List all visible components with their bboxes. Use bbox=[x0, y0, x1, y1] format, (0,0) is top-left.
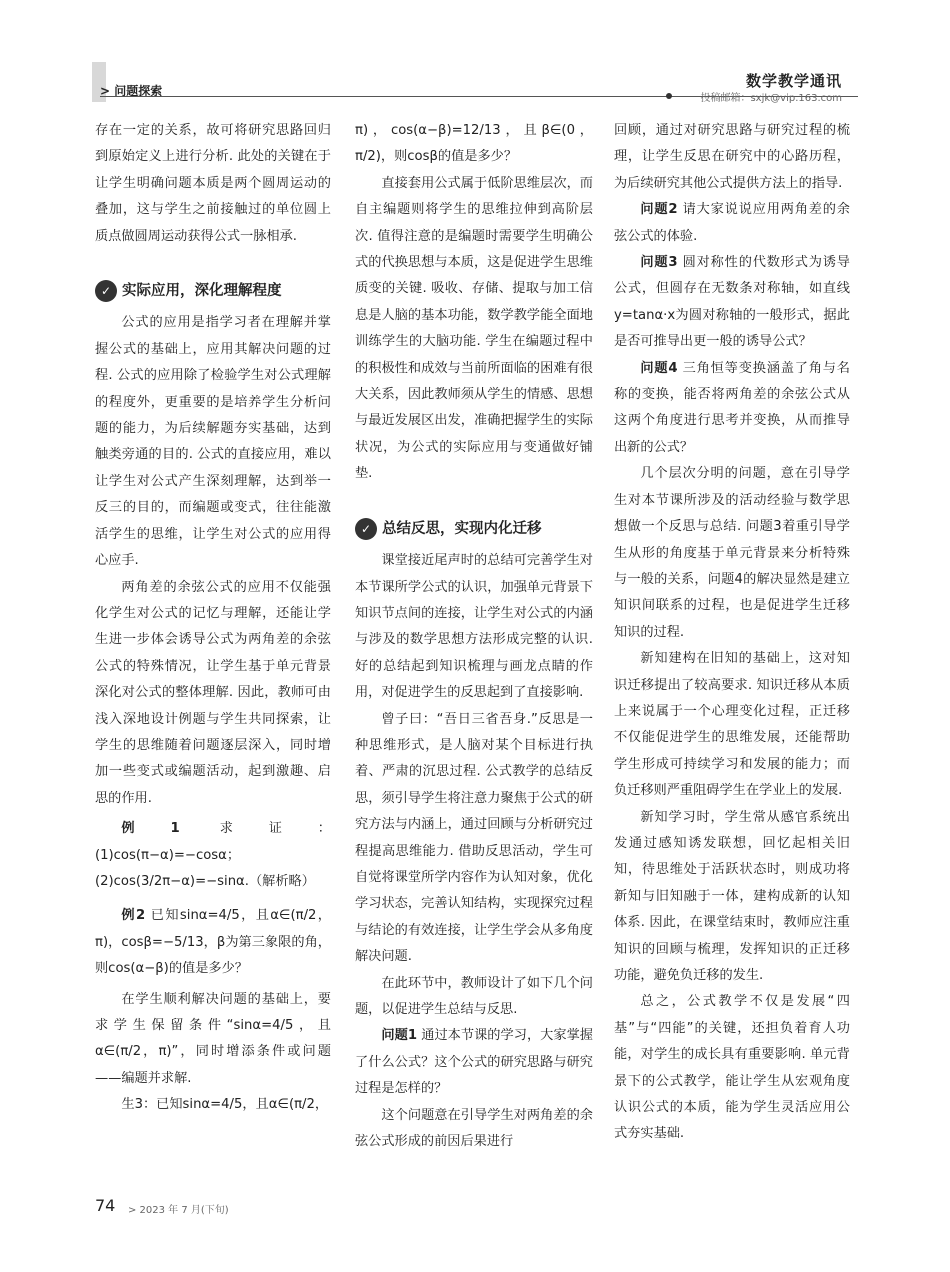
header-dot bbox=[666, 93, 672, 99]
paragraph: 几个层次分明的问题，意在引导学生对本节课所涉及的活动经验与数学思想做一个反思与总结. 问题3着重引导学生从形的角度基于单元背景来分析特殊与一般的关系，问题4的解决显然是建立知识间联系的过程，也是促进学生迁移知识的过程. bbox=[614, 466, 850, 640]
section-marker-icon: ✓ bbox=[355, 518, 377, 540]
example-label: 例1 bbox=[121, 821, 180, 837]
journal-title: 数学教学通讯 bbox=[745, 72, 842, 90]
paragraph: 直接套用公式属于低阶思维层次，而自主编题则将学生的思维拉伸到高阶层次. 值得注意的是编题时需要学生明确公式的代换思想与本质，这是促进学生思维质变的关键. 吸收、存储、提取与加工信息是人脑的基本功能，数学教学能全面地训练学生的大脑功能. 学生在编题过程中的积极性和成效与当前所面临的困难有很大关系，因此教师须从学生的情感、思想与最近发展区出发，准确把握学生的实际状况，为公式的实际应用与变通做好铺垫. bbox=[355, 175, 593, 482]
section-heading-text: 总结反思，实现内化迁移 bbox=[382, 520, 542, 537]
column-1 bbox=[95, 118, 331, 1119]
example-text: 已知sinα=4/5，且α∈(π/2，π)，cosβ=−5/13，β为第三象限的角，则cos(α−β)的值是多少？ bbox=[95, 908, 331, 977]
section-heading bbox=[95, 278, 331, 304]
paragraph: 新知建构在旧知的基础上，这对知识迁移提出了较高要求. 知识迁移从本质上来说属于一个心理变化过程，正迁移不仅能促进学生的思维发展，还能帮助学生形成可持续学习和发展的能力；而负迁移则严重阻碍学生在学业上的发展. bbox=[614, 651, 850, 799]
section-label: > 问题探索 bbox=[100, 84, 163, 98]
question-label: 问题4 bbox=[640, 360, 678, 376]
paragraph: 两角差的余弦公式的应用不仅能强化学生对公式的记忆与理解，还能让学生进一步体会诱导公式为两角差的余弦公式的特殊情况，让学生基于单元背景深化对公式的整体理解. 因此，教师可由浅入深地设计例题与学生共同探索，让学生的思维随着问题逐层深入，同时增加一些变式或编题活动，起到激趣、启思的作用. bbox=[95, 579, 331, 806]
question-label: 问题3 bbox=[640, 255, 678, 271]
section-marker-icon: ✓ bbox=[95, 280, 117, 302]
question-2 bbox=[614, 197, 850, 250]
question-1 bbox=[355, 1023, 593, 1102]
paragraph: 这个问题意在引导学生对两角差的余弦公式形成的前因后果进行 bbox=[355, 1107, 593, 1150]
paragraph: 公式的应用是指学习者在理解并掌握公式的基础上，应用其解决问题的过程. 公式的应用除了检验学生对公式理解的程度外，更重要的是培养学生分析问题的能力，为后续解题夯实基础，达到触类旁通的目的. 公式的直接应用，难以让学生对公式产生深刻理解，达到举一反三的目的，而编题或变式，往往能激活学生的思维，让学生对公式的应用得心应手. bbox=[95, 315, 331, 569]
paragraph: 在此环节中，教师设计了如下几个问题，以促进学生总结与反思. bbox=[355, 975, 593, 1017]
paragraph: 在学生顺利解决问题的基础上，要求学生保留条件“sinα=4/5，且α∈(π/2，π)”，同时增添条件或问题——编题并求解. bbox=[95, 991, 331, 1086]
section-heading-text: 实际应用，深化理解程度 bbox=[122, 283, 282, 300]
paragraph: 存在一定的关系，故可将研究思路回归到原始定义上进行分析. 此处的关键在于让学生明确问题本质是两个圆周运动的叠加，这与学生之前接触过的单位圆上质点做圆周运动获得公式一脉相承. bbox=[95, 123, 331, 244]
page-number: 74 bbox=[95, 1196, 116, 1215]
paragraph: 生3：已知sinα=4/5，且α∈(π/2， bbox=[121, 1097, 329, 1113]
issue-date: > 2023 年 7 月(下旬) bbox=[128, 1205, 229, 1216]
question-label: 问题1 bbox=[381, 1028, 417, 1044]
paragraph: 课堂接近尾声时的总结可完善学生对本节课所学公式的认识，加强单元背景下知识节点间的连接，让学生对公式的内涵与涉及的数学思想方法形成完整的认识. 好的总结起到知识梳理与画龙点睛的作用，对促进学生的反思起到了直接影响. bbox=[355, 553, 593, 701]
example-1 bbox=[95, 812, 331, 899]
paragraph: 总之，公式教学不仅是发展“四基”与“四能”的关键，还担负着育人功能，对学生的成长具有重要影响. 单元背景下的公式教学，能让学生从宏观角度认识公式的本质，能为学生灵活应用公式夯实基础. bbox=[614, 994, 850, 1142]
paragraph: 回顾，通过对研究思路与研究过程的梳理，让学生反思在研究中的心路历程，为后续研究其他公式提供方法上的指导. bbox=[614, 123, 850, 191]
question-text: 请大家说说应用两角差的余弦公式的体验. bbox=[614, 202, 850, 244]
question-label: 问题2 bbox=[640, 202, 678, 218]
question-3 bbox=[614, 250, 850, 356]
question-text: 通过本节课的学习，大家掌握了什么公式？这个公式的研究思路与研究过程是怎样的？ bbox=[355, 1028, 593, 1097]
question-text: 三角恒等变换涵盖了角与名称的变换，能否将两角差的余弦公式从这两个角度进行思考并变换，从而推导出新的公式？ bbox=[614, 360, 850, 455]
column-2 bbox=[355, 118, 593, 1155]
section-heading bbox=[355, 516, 593, 542]
example-text: 求证：(1)cos(π−α)=−cosα；(2)cos(3/2π−α)=−sinα.（解析略） bbox=[95, 821, 331, 889]
paragraph: 新知学习时，学生常从感官系统出发通过感知诱发联想，回忆起相关旧知，待思维处于活跃状态时，则成功将新知与旧知融于一体，建构成新的认知体系. 因此，在课堂结束时，教师应注重知识的回顾与梳理，发挥知识的正迁移功能，避免负迁移的发生. bbox=[614, 809, 850, 983]
column-3 bbox=[614, 118, 850, 1148]
question-4 bbox=[614, 356, 850, 462]
submission-email: 投稿邮箱：sxjk@vip.163.com bbox=[700, 93, 842, 104]
example-2 bbox=[95, 899, 331, 986]
question-text: 圆对称性的代数形式为诱导公式，但圆存在无数条对称轴，如直线y=tanα·x为圆对称轴的一般形式，据此是否可推导出更一般的诱导公式？ bbox=[614, 255, 850, 350]
paragraph: π)，cos(α−β)=12/13，且β∈(0，π/2)，则cosβ的值是多少？ bbox=[355, 123, 593, 165]
paragraph: 曾子曰：“吾日三省吾身.”反思是一种思维形式，是人脑对某个目标进行执着、严肃的沉思过程. 公式教学的总结反思，须引导学生将注意力聚焦于公式的研究方法与内涵上，通过回顾与分析研究过程提高思维能力. 借助反思活动，学生可自觉将课堂所学内容作为认知对象，优化学习状态，完善认知结构，实现探究过程与结论的有效连接，让学生学会从多角度解决问题. bbox=[355, 711, 593, 965]
example-label: 例2 bbox=[121, 908, 146, 924]
